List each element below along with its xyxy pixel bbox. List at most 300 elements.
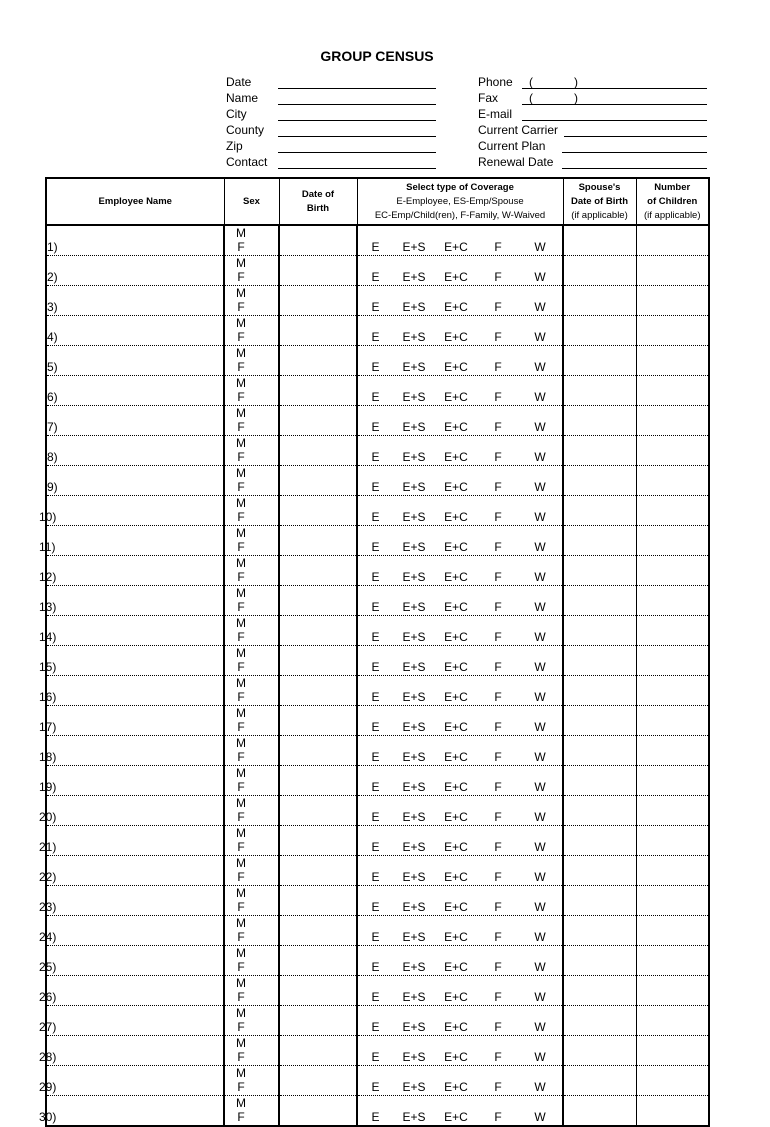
date-of-birth-cell[interactable] <box>279 346 357 376</box>
spouse-dob-cell[interactable] <box>563 766 636 796</box>
number-of-children-cell[interactable] <box>636 796 709 826</box>
coverage-option-w[interactable]: W <box>534 660 546 674</box>
employee-name-cell[interactable] <box>39 646 224 676</box>
sex-option-m[interactable]: M <box>236 766 246 780</box>
field-input-line[interactable] <box>522 88 707 89</box>
date-of-birth-cell[interactable] <box>279 676 357 706</box>
coverage-option-e[interactable]: E <box>371 300 380 314</box>
field-input-line[interactable] <box>522 120 707 121</box>
employee-name-cell[interactable] <box>39 916 224 946</box>
coverage-option-ec[interactable]: E+C <box>444 660 468 674</box>
coverage-option-e[interactable]: E <box>371 570 380 584</box>
coverage-option-w[interactable]: W <box>534 240 546 254</box>
coverage-option-ec[interactable]: E+C <box>444 390 468 404</box>
coverage-option-f[interactable]: F <box>494 240 502 254</box>
coverage-option-es[interactable]: E+S <box>402 810 426 824</box>
sex-option-m[interactable]: M <box>236 346 246 360</box>
sex-option-f[interactable]: F <box>237 540 245 554</box>
number-of-children-cell[interactable] <box>636 676 709 706</box>
coverage-option-ec[interactable]: E+C <box>444 930 468 944</box>
coverage-option-e[interactable]: E <box>371 750 380 764</box>
coverage-option-e[interactable]: E <box>371 900 380 914</box>
coverage-option-w[interactable]: W <box>534 540 546 554</box>
coverage-option-es[interactable]: E+S <box>402 690 426 704</box>
sex-option-f[interactable]: F <box>237 510 245 524</box>
spouse-dob-cell[interactable] <box>563 496 636 526</box>
employee-name-cell[interactable] <box>39 796 224 826</box>
coverage-option-w[interactable]: W <box>534 720 546 734</box>
coverage-option-f[interactable]: F <box>494 450 502 464</box>
field-input-line[interactable] <box>564 136 707 137</box>
date-of-birth-cell[interactable] <box>279 976 357 1006</box>
coverage-option-ec[interactable]: E+C <box>444 1020 468 1034</box>
spouse-dob-cell[interactable] <box>563 256 636 286</box>
date-of-birth-cell[interactable] <box>279 856 357 886</box>
employee-name-cell[interactable] <box>46 256 224 286</box>
date-of-birth-cell[interactable] <box>279 526 357 556</box>
coverage-option-es[interactable]: E+S <box>402 840 426 854</box>
spouse-dob-cell[interactable] <box>563 286 636 316</box>
coverage-option-w[interactable]: W <box>534 750 546 764</box>
coverage-option-e[interactable]: E <box>371 870 380 884</box>
spouse-dob-cell[interactable] <box>563 1036 636 1066</box>
coverage-option-f[interactable]: F <box>494 840 502 854</box>
coverage-option-es[interactable]: E+S <box>402 1080 426 1094</box>
number-of-children-cell[interactable] <box>636 286 709 316</box>
employee-name-cell[interactable] <box>39 616 224 646</box>
coverage-option-es[interactable]: E+S <box>402 360 426 374</box>
coverage-option-w[interactable]: W <box>534 570 546 584</box>
coverage-option-f[interactable]: F <box>494 780 502 794</box>
field-input-line[interactable] <box>278 152 436 153</box>
coverage-option-ec[interactable]: E+C <box>444 360 468 374</box>
coverage-option-ec[interactable]: E+C <box>444 990 468 1004</box>
coverage-option-e[interactable]: E <box>371 600 380 614</box>
number-of-children-cell[interactable] <box>636 256 709 286</box>
coverage-option-f[interactable]: F <box>494 360 502 374</box>
date-of-birth-cell[interactable] <box>279 496 357 526</box>
coverage-option-ec[interactable]: E+C <box>444 720 468 734</box>
coverage-option-f[interactable]: F <box>494 1080 502 1094</box>
employee-name-cell[interactable] <box>39 946 224 976</box>
date-of-birth-cell[interactable] <box>279 286 357 316</box>
coverage-option-ec[interactable]: E+C <box>444 960 468 974</box>
employee-name-cell[interactable] <box>39 766 224 796</box>
number-of-children-cell[interactable] <box>636 646 709 676</box>
field-input-line[interactable] <box>278 120 436 121</box>
spouse-dob-cell[interactable] <box>563 225 636 256</box>
coverage-option-e[interactable]: E <box>371 810 380 824</box>
coverage-option-w[interactable]: W <box>534 510 546 524</box>
coverage-option-f[interactable]: F <box>494 1110 502 1124</box>
coverage-option-e[interactable]: E <box>371 990 380 1004</box>
date-of-birth-cell[interactable] <box>279 225 357 256</box>
employee-name-cell[interactable] <box>39 1006 224 1036</box>
coverage-option-e[interactable]: E <box>371 840 380 854</box>
number-of-children-cell[interactable] <box>636 826 709 856</box>
sex-option-m[interactable]: M <box>236 916 246 930</box>
spouse-dob-cell[interactable] <box>563 376 636 406</box>
sex-option-f[interactable]: F <box>237 360 245 374</box>
coverage-option-es[interactable]: E+S <box>402 1050 426 1064</box>
coverage-option-ec[interactable]: E+C <box>444 330 468 344</box>
sex-option-m[interactable]: M <box>236 1036 246 1050</box>
employee-name-cell[interactable] <box>39 1036 224 1066</box>
sex-option-m[interactable]: M <box>236 976 246 990</box>
number-of-children-cell[interactable] <box>636 916 709 946</box>
coverage-option-es[interactable]: E+S <box>402 720 426 734</box>
coverage-option-f[interactable]: F <box>494 750 502 764</box>
coverage-option-ec[interactable]: E+C <box>444 870 468 884</box>
sex-option-m[interactable]: M <box>236 1006 246 1020</box>
spouse-dob-cell[interactable] <box>563 406 636 436</box>
coverage-option-e[interactable]: E <box>371 720 380 734</box>
coverage-option-e[interactable]: E <box>371 690 380 704</box>
coverage-option-ec[interactable]: E+C <box>444 450 468 464</box>
spouse-dob-cell[interactable] <box>563 856 636 886</box>
sex-option-f[interactable]: F <box>237 900 245 914</box>
coverage-option-e[interactable]: E <box>371 270 380 284</box>
number-of-children-cell[interactable] <box>636 1096 709 1127</box>
number-of-children-cell[interactable] <box>636 526 709 556</box>
coverage-option-w[interactable]: W <box>534 900 546 914</box>
coverage-option-e[interactable]: E <box>371 1110 380 1124</box>
sex-option-f[interactable]: F <box>237 300 245 314</box>
coverage-option-es[interactable]: E+S <box>402 450 426 464</box>
sex-option-f[interactable]: F <box>237 720 245 734</box>
coverage-option-f[interactable]: F <box>494 690 502 704</box>
coverage-option-es[interactable]: E+S <box>402 390 426 404</box>
coverage-option-w[interactable]: W <box>534 990 546 1004</box>
coverage-option-f[interactable]: F <box>494 510 502 524</box>
date-of-birth-cell[interactable] <box>279 916 357 946</box>
coverage-option-es[interactable]: E+S <box>402 270 426 284</box>
coverage-option-e[interactable]: E <box>371 1080 380 1094</box>
number-of-children-cell[interactable] <box>636 406 709 436</box>
field-input-line[interactable] <box>522 104 707 105</box>
date-of-birth-cell[interactable] <box>279 316 357 346</box>
sex-option-f[interactable]: F <box>237 690 245 704</box>
coverage-option-f[interactable]: F <box>494 480 502 494</box>
spouse-dob-cell[interactable] <box>563 466 636 496</box>
sex-option-m[interactable]: M <box>236 826 246 840</box>
coverage-option-f[interactable]: F <box>494 900 502 914</box>
coverage-option-ec[interactable]: E+C <box>444 1110 468 1124</box>
date-of-birth-cell[interactable] <box>279 646 357 676</box>
coverage-option-es[interactable]: E+S <box>402 630 426 644</box>
employee-name-cell[interactable] <box>46 406 224 436</box>
sex-option-f[interactable]: F <box>237 450 245 464</box>
number-of-children-cell[interactable] <box>636 496 709 526</box>
spouse-dob-cell[interactable] <box>563 436 636 466</box>
employee-name-cell[interactable] <box>46 436 224 466</box>
employee-name-cell[interactable] <box>46 316 224 346</box>
coverage-option-f[interactable]: F <box>494 990 502 1004</box>
coverage-option-ec[interactable]: E+C <box>444 420 468 434</box>
number-of-children-cell[interactable] <box>636 886 709 916</box>
coverage-option-e[interactable]: E <box>371 510 380 524</box>
coverage-option-w[interactable]: W <box>534 1020 546 1034</box>
coverage-option-e[interactable]: E <box>371 630 380 644</box>
coverage-option-es[interactable]: E+S <box>402 330 426 344</box>
spouse-dob-cell[interactable] <box>563 586 636 616</box>
coverage-option-ec[interactable]: E+C <box>444 810 468 824</box>
employee-name-cell[interactable] <box>39 856 224 886</box>
date-of-birth-cell[interactable] <box>279 376 357 406</box>
coverage-option-w[interactable]: W <box>534 270 546 284</box>
date-of-birth-cell[interactable] <box>279 826 357 856</box>
coverage-option-w[interactable]: W <box>534 360 546 374</box>
sex-option-m[interactable]: M <box>236 406 246 420</box>
date-of-birth-cell[interactable] <box>279 616 357 646</box>
coverage-option-ec[interactable]: E+C <box>444 690 468 704</box>
sex-option-m[interactable]: M <box>236 286 246 300</box>
coverage-option-w[interactable]: W <box>534 480 546 494</box>
employee-name-cell[interactable] <box>46 466 224 496</box>
sex-option-f[interactable]: F <box>237 930 245 944</box>
spouse-dob-cell[interactable] <box>563 526 636 556</box>
spouse-dob-cell[interactable] <box>563 796 636 826</box>
coverage-option-f[interactable]: F <box>494 390 502 404</box>
employee-name-cell[interactable] <box>39 826 224 856</box>
employee-name-cell[interactable] <box>39 676 224 706</box>
date-of-birth-cell[interactable] <box>279 1066 357 1096</box>
coverage-option-f[interactable]: F <box>494 810 502 824</box>
coverage-option-w[interactable]: W <box>534 840 546 854</box>
coverage-option-es[interactable]: E+S <box>402 480 426 494</box>
coverage-option-ec[interactable]: E+C <box>444 300 468 314</box>
employee-name-cell[interactable] <box>39 1066 224 1096</box>
sex-option-f[interactable]: F <box>237 240 245 254</box>
coverage-option-ec[interactable]: E+C <box>444 630 468 644</box>
coverage-option-ec[interactable]: E+C <box>444 480 468 494</box>
coverage-option-ec[interactable]: E+C <box>444 780 468 794</box>
date-of-birth-cell[interactable] <box>279 406 357 436</box>
sex-option-m[interactable]: M <box>236 226 246 240</box>
employee-name-cell[interactable] <box>39 556 224 586</box>
coverage-option-f[interactable]: F <box>494 300 502 314</box>
spouse-dob-cell[interactable] <box>563 976 636 1006</box>
number-of-children-cell[interactable] <box>636 1036 709 1066</box>
coverage-option-ec[interactable]: E+C <box>444 240 468 254</box>
coverage-option-ec[interactable]: E+C <box>444 900 468 914</box>
spouse-dob-cell[interactable] <box>563 736 636 766</box>
coverage-option-e[interactable]: E <box>371 540 380 554</box>
sex-option-f[interactable]: F <box>237 780 245 794</box>
coverage-option-f[interactable]: F <box>494 720 502 734</box>
employee-name-cell[interactable] <box>39 496 224 526</box>
coverage-option-es[interactable]: E+S <box>402 750 426 764</box>
coverage-option-f[interactable]: F <box>494 630 502 644</box>
number-of-children-cell[interactable] <box>636 946 709 976</box>
sex-option-m[interactable]: M <box>236 526 246 540</box>
sex-option-f[interactable]: F <box>237 600 245 614</box>
coverage-option-w[interactable]: W <box>534 390 546 404</box>
spouse-dob-cell[interactable] <box>563 316 636 346</box>
sex-option-m[interactable]: M <box>236 646 246 660</box>
sex-option-m[interactable]: M <box>236 1096 246 1110</box>
coverage-option-ec[interactable]: E+C <box>444 270 468 284</box>
employee-name-cell[interactable] <box>46 346 224 376</box>
employee-name-cell[interactable] <box>39 736 224 766</box>
coverage-option-es[interactable]: E+S <box>402 870 426 884</box>
coverage-option-f[interactable]: F <box>494 960 502 974</box>
number-of-children-cell[interactable] <box>636 766 709 796</box>
coverage-option-w[interactable]: W <box>534 1110 546 1124</box>
coverage-option-w[interactable]: W <box>534 960 546 974</box>
coverage-option-w[interactable]: W <box>534 300 546 314</box>
sex-option-f[interactable]: F <box>237 480 245 494</box>
coverage-option-ec[interactable]: E+C <box>444 570 468 584</box>
coverage-option-ec[interactable]: E+C <box>444 750 468 764</box>
coverage-option-e[interactable]: E <box>371 240 380 254</box>
coverage-option-f[interactable]: F <box>494 930 502 944</box>
date-of-birth-cell[interactable] <box>279 1006 357 1036</box>
coverage-option-e[interactable]: E <box>371 660 380 674</box>
date-of-birth-cell[interactable] <box>279 1036 357 1066</box>
employee-name-cell[interactable] <box>46 376 224 406</box>
coverage-option-e[interactable]: E <box>371 480 380 494</box>
sex-option-m[interactable]: M <box>236 676 246 690</box>
field-input-line[interactable] <box>278 136 436 137</box>
spouse-dob-cell[interactable] <box>563 1096 636 1127</box>
coverage-option-f[interactable]: F <box>494 870 502 884</box>
sex-option-m[interactable]: M <box>236 1066 246 1080</box>
coverage-option-e[interactable]: E <box>371 330 380 344</box>
spouse-dob-cell[interactable] <box>563 826 636 856</box>
field-input-line[interactable] <box>278 88 436 89</box>
number-of-children-cell[interactable] <box>636 436 709 466</box>
sex-option-m[interactable]: M <box>236 796 246 810</box>
date-of-birth-cell[interactable] <box>279 766 357 796</box>
coverage-option-f[interactable]: F <box>494 1050 502 1064</box>
sex-option-m[interactable]: M <box>236 466 246 480</box>
sex-option-f[interactable]: F <box>237 570 245 584</box>
spouse-dob-cell[interactable] <box>563 676 636 706</box>
coverage-option-es[interactable]: E+S <box>402 600 426 614</box>
coverage-option-ec[interactable]: E+C <box>444 600 468 614</box>
field-input-line[interactable] <box>562 168 707 169</box>
coverage-option-w[interactable]: W <box>534 690 546 704</box>
coverage-option-ec[interactable]: E+C <box>444 540 468 554</box>
coverage-option-e[interactable]: E <box>371 960 380 974</box>
coverage-option-e[interactable]: E <box>371 1050 380 1064</box>
sex-option-f[interactable]: F <box>237 270 245 284</box>
coverage-option-w[interactable]: W <box>534 870 546 884</box>
sex-option-f[interactable]: F <box>237 1020 245 1034</box>
sex-option-m[interactable]: M <box>236 556 246 570</box>
sex-option-m[interactable]: M <box>236 256 246 270</box>
spouse-dob-cell[interactable] <box>563 946 636 976</box>
coverage-option-es[interactable]: E+S <box>402 930 426 944</box>
coverage-option-es[interactable]: E+S <box>402 300 426 314</box>
sex-option-m[interactable]: M <box>236 856 246 870</box>
spouse-dob-cell[interactable] <box>563 616 636 646</box>
sex-option-m[interactable]: M <box>236 946 246 960</box>
date-of-birth-cell[interactable] <box>279 886 357 916</box>
number-of-children-cell[interactable] <box>636 616 709 646</box>
sex-option-f[interactable]: F <box>237 840 245 854</box>
number-of-children-cell[interactable] <box>636 706 709 736</box>
number-of-children-cell[interactable] <box>636 856 709 886</box>
coverage-option-es[interactable]: E+S <box>402 570 426 584</box>
coverage-option-es[interactable]: E+S <box>402 780 426 794</box>
coverage-option-ec[interactable]: E+C <box>444 1050 468 1064</box>
sex-option-f[interactable]: F <box>237 1080 245 1094</box>
coverage-option-w[interactable]: W <box>534 600 546 614</box>
coverage-option-es[interactable]: E+S <box>402 900 426 914</box>
coverage-option-w[interactable]: W <box>534 420 546 434</box>
number-of-children-cell[interactable] <box>636 1006 709 1036</box>
employee-name-cell[interactable] <box>46 286 224 316</box>
coverage-option-f[interactable]: F <box>494 1020 502 1034</box>
field-input-line[interactable] <box>562 152 707 153</box>
coverage-option-ec[interactable]: E+C <box>444 1080 468 1094</box>
coverage-option-f[interactable]: F <box>494 660 502 674</box>
sex-option-f[interactable]: F <box>237 990 245 1004</box>
coverage-option-es[interactable]: E+S <box>402 1110 426 1124</box>
sex-option-f[interactable]: F <box>237 960 245 974</box>
date-of-birth-cell[interactable] <box>279 946 357 976</box>
coverage-option-w[interactable]: W <box>534 810 546 824</box>
employee-name-cell[interactable] <box>39 886 224 916</box>
sex-option-m[interactable]: M <box>236 706 246 720</box>
coverage-option-es[interactable]: E+S <box>402 420 426 434</box>
coverage-option-e[interactable]: E <box>371 1020 380 1034</box>
coverage-option-es[interactable]: E+S <box>402 1020 426 1034</box>
sex-option-m[interactable]: M <box>236 316 246 330</box>
date-of-birth-cell[interactable] <box>279 466 357 496</box>
sex-option-f[interactable]: F <box>237 330 245 344</box>
sex-option-f[interactable]: F <box>237 870 245 884</box>
coverage-option-w[interactable]: W <box>534 630 546 644</box>
coverage-option-e[interactable]: E <box>371 780 380 794</box>
coverage-option-f[interactable]: F <box>494 540 502 554</box>
coverage-option-es[interactable]: E+S <box>402 240 426 254</box>
number-of-children-cell[interactable] <box>636 376 709 406</box>
coverage-option-w[interactable]: W <box>534 1080 546 1094</box>
coverage-option-f[interactable]: F <box>494 600 502 614</box>
employee-name-cell[interactable] <box>39 706 224 736</box>
sex-option-f[interactable]: F <box>237 810 245 824</box>
sex-option-f[interactable]: F <box>237 750 245 764</box>
coverage-option-e[interactable]: E <box>371 450 380 464</box>
coverage-option-w[interactable]: W <box>534 930 546 944</box>
number-of-children-cell[interactable] <box>636 976 709 1006</box>
sex-option-f[interactable]: F <box>237 630 245 644</box>
coverage-option-w[interactable]: W <box>534 330 546 344</box>
date-of-birth-cell[interactable] <box>279 436 357 466</box>
employee-name-cell[interactable] <box>39 976 224 1006</box>
coverage-option-e[interactable]: E <box>371 420 380 434</box>
employee-name-cell[interactable] <box>39 1096 224 1127</box>
coverage-option-es[interactable]: E+S <box>402 960 426 974</box>
spouse-dob-cell[interactable] <box>563 706 636 736</box>
date-of-birth-cell[interactable] <box>279 1096 357 1127</box>
sex-option-f[interactable]: F <box>237 390 245 404</box>
coverage-option-ec[interactable]: E+C <box>444 510 468 524</box>
coverage-option-f[interactable]: F <box>494 270 502 284</box>
employee-name-cell[interactable] <box>39 526 224 556</box>
coverage-option-e[interactable]: E <box>371 930 380 944</box>
coverage-option-e[interactable]: E <box>371 390 380 404</box>
coverage-option-es[interactable]: E+S <box>402 510 426 524</box>
number-of-children-cell[interactable] <box>636 316 709 346</box>
sex-option-m[interactable]: M <box>236 586 246 600</box>
employee-name-cell[interactable] <box>39 586 224 616</box>
coverage-option-e[interactable]: E <box>371 360 380 374</box>
spouse-dob-cell[interactable] <box>563 1006 636 1036</box>
